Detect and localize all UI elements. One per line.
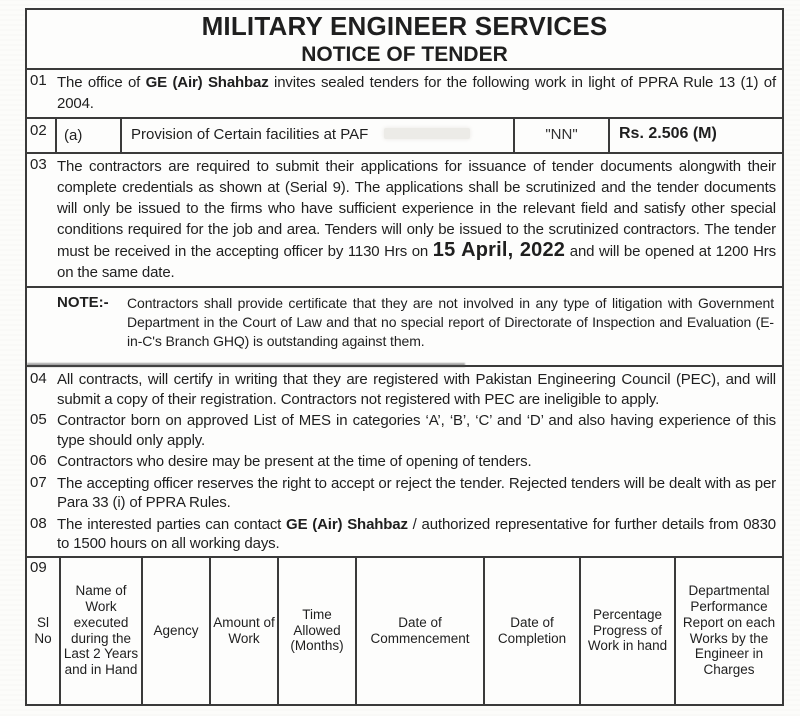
column-sl-no-label: Sl No — [34, 614, 52, 646]
work-amount-cell: Rs. 2.506 (M) — [619, 125, 717, 142]
column-agency: Agency — [143, 558, 211, 704]
clauses-04-to-08 — [27, 367, 782, 558]
column-time-allowed: Time Allowed (Months) — [279, 558, 357, 704]
contact-office-name: GE (Air) Shahbaz — [286, 515, 408, 533]
tender-deadline-date: 15 April, 2022 — [432, 239, 566, 261]
clause-04-number: 04 — [30, 370, 47, 387]
column-percentage-progress: Percentage Progress of Work in hand — [581, 558, 676, 704]
clause-04-text: All contracts, will certify in writing that they are registered with Pakistan Engineering Council (PEC), and will submit a copy of their registration. Contractors not registered with PEC are ineligible to apply. — [57, 371, 776, 408]
clause-07-text: The accepting officer reserves the right to accept or reject the tender. Rejected tenders will be dealt with as per Para 33 (i) of PPRA Rules. — [57, 474, 776, 511]
clause-05-number: 05 — [30, 411, 47, 428]
clause-05-text: Contractor born on approved List of MES in categories ‘A’, ‘B’, ‘C’ and ‘D’ and also having experience of this type should only apply. — [57, 412, 776, 449]
clause-02 — [27, 119, 782, 154]
clause-09-number: 09 — [30, 558, 47, 576]
column-date-of-completion: Date of Completion — [485, 558, 581, 704]
clause-08-number: 08 — [30, 514, 47, 532]
clause-01-number: 01 — [30, 72, 47, 89]
clause-03-text-post: and will be opened at 1200 Hrs on the same date. — [57, 243, 776, 281]
clause-03-number: 03 — [30, 156, 47, 173]
clause-08-text-post: / authorized representative for further details from 0830 to 1500 hours on all working days. — [57, 515, 776, 552]
clause-05 — [27, 410, 782, 451]
column-date-of-commencement: Date of Commencement — [357, 558, 485, 704]
clause-06-number: 06 — [30, 452, 47, 469]
clause-06 — [27, 451, 782, 473]
clause-02-number: 02 — [27, 119, 57, 152]
erased-text-smudge — [384, 128, 470, 139]
tender-notice-document — [25, 8, 784, 706]
office-name: GE (Air) Shahbaz — [145, 74, 269, 91]
column-name-of-work: Name of Work executed during the Last 2 Years and in Hand — [61, 558, 143, 704]
work-description-cell — [122, 119, 515, 152]
clause-01-text-post: invites sealed tenders for the following work in light of PPRA Rule 13 (1) of 2004. — [57, 74, 776, 112]
clause-03 — [27, 154, 782, 288]
clause-06-text: Contractors who desire may be present at the time of opening of tenders. — [57, 453, 532, 470]
clause-07 — [27, 473, 782, 514]
document-title: MILITARY ENGINEER SERVICES — [201, 11, 608, 41]
clause-08-text — [57, 514, 782, 555]
work-serial-cell: (a) — [57, 119, 122, 152]
clause-07-number: 07 — [30, 473, 47, 491]
clause-03-text-pre: The contractors are required to submit their applications for issuance of tender documents alongwith their complete credentials as shown at (Serial 9). The applications shall be scrutinized and the tender documents will only be issued to the firms who have sufficient experience in the relevant field and satisfy other special conditions required for the job and area. Tenders will only be issued to the scrutinized contractors. The tender must be received in the accepting officer by 1130 Hrs on — [57, 158, 776, 260]
clause-01-text-pre: The office of — [57, 74, 146, 91]
clause-04 — [27, 369, 782, 410]
note-text: Contractors shall provide certificate that they are not involved in any type of litigation with Government Department in the Court of Law and that no special report of Directorate of Inspection and Evaluation (E-in-C's Branch GHQ) is outstanding against them. — [127, 295, 774, 349]
clause-01 — [27, 70, 782, 119]
clause-08 — [27, 514, 782, 555]
clause-09-credentials-table — [27, 558, 782, 704]
clause-08-text-pre: The interested parties can contact — [57, 515, 287, 533]
column-amount-of-work: Amount of Work — [211, 558, 279, 704]
note-section — [27, 288, 782, 367]
clause-01-text — [57, 70, 782, 117]
note-label: NOTE:- — [57, 294, 109, 311]
scan-artifact — [27, 363, 465, 367]
work-code-cell: "NN" — [515, 119, 610, 152]
clause-03-text — [57, 154, 782, 286]
column-departmental-performance-report: Departmental Performance Report on each Works by the Engineer in Charges — [682, 582, 776, 678]
document-subtitle: NOTICE OF TENDER — [301, 43, 508, 66]
column-sl-no — [27, 558, 61, 704]
document-header — [27, 10, 782, 70]
work-description: Provision of Certain facilities at PAF — [131, 126, 369, 143]
